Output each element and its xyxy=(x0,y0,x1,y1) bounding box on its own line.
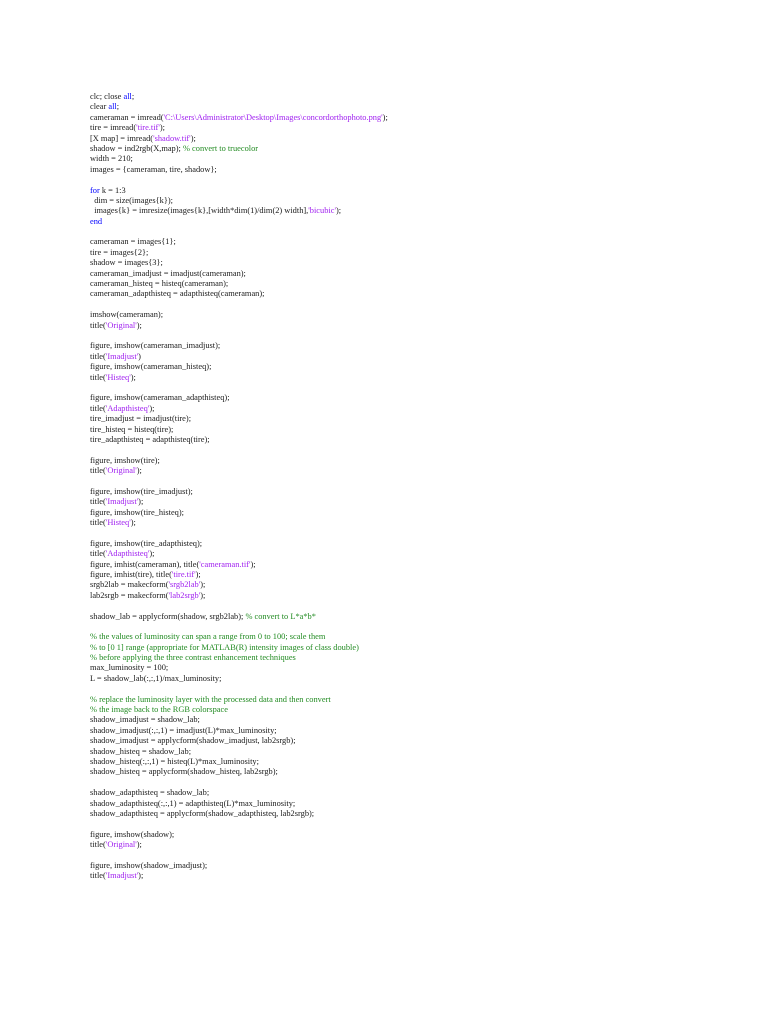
code-text: ); xyxy=(159,123,165,133)
code-text: ); xyxy=(130,518,136,528)
code-text: title( xyxy=(90,497,106,507)
code-comment: % to [0 1] range (appropriate for MATLAB(R) intensity images of class double) xyxy=(90,642,359,652)
code-line xyxy=(90,134,730,144)
code-string: 'cameraman.tif' xyxy=(199,559,251,569)
code-line xyxy=(90,715,730,725)
code-text: ) xyxy=(138,351,141,361)
code-line xyxy=(90,518,730,528)
code-line xyxy=(90,466,730,476)
code-line xyxy=(90,601,730,611)
code-text: tire = images{2}; xyxy=(90,247,149,257)
code-text: figure, imshow(tire); xyxy=(90,455,160,465)
code-line xyxy=(90,435,730,445)
code-line xyxy=(90,653,730,663)
code-string: 'Original' xyxy=(105,840,137,850)
code-line xyxy=(90,445,730,455)
code-text: figure, imhist(cameraman), title( xyxy=(90,559,200,569)
code-comment: % convert to truecolor xyxy=(182,143,259,153)
code-text: ); xyxy=(200,580,206,590)
code-line xyxy=(90,154,730,164)
code-line xyxy=(90,684,730,694)
code-string: 'Original' xyxy=(105,466,137,476)
code-line xyxy=(90,476,730,486)
code-string: 'Imadjust' xyxy=(105,351,139,361)
code-text: figure, imhist(tire), title( xyxy=(90,569,172,579)
code-line xyxy=(90,352,730,362)
code-comment: % replace the luminosity layer with the processed data and then convert xyxy=(90,694,331,704)
code-string: 'Histeq' xyxy=(105,518,131,528)
code-text: ); xyxy=(136,320,142,330)
code-line xyxy=(90,206,730,216)
code-text: shadow_histeq = applycform(shadow_histeq, lab2srgb); xyxy=(90,767,278,777)
code-line xyxy=(90,300,730,310)
code-text: width = 210; xyxy=(90,154,133,164)
code-text: cameraman = imread( xyxy=(90,112,164,122)
code-text: shadow_imadjust = shadow_lab; xyxy=(90,715,200,725)
code-text: shadow_imadjust = applycform(shadow_imadjust, lab2srgb); xyxy=(90,736,296,746)
code-line xyxy=(90,580,730,590)
code-keyword: all xyxy=(123,92,132,101)
code-text: title( xyxy=(90,403,106,413)
code-text: srgb2lab = makecform( xyxy=(90,580,169,590)
code-line xyxy=(90,383,730,393)
code-string: 'C:\Users\Administrator\Desktop\Images\concordorthophoto.png' xyxy=(163,112,383,122)
code-line xyxy=(90,851,730,861)
code-string: 'Original' xyxy=(105,320,137,330)
code-text: shadow = ind2rgb(X,map); xyxy=(90,143,183,153)
code-keyword: all xyxy=(108,102,117,112)
code-text: shadow_adapthisteq(:,:,1) = adapthisteq(L)*max_luminosity; xyxy=(90,798,296,808)
code-line xyxy=(90,830,730,840)
code-text: ; xyxy=(116,102,120,112)
code-line xyxy=(90,643,730,653)
code-text: figure, imshow(shadow); xyxy=(90,829,175,839)
code-line xyxy=(90,227,730,237)
code-line xyxy=(90,269,730,279)
matlab-code-listing xyxy=(90,92,730,882)
code-text: cameraman = images{1}; xyxy=(90,237,176,247)
code-line xyxy=(90,279,730,289)
code-text: [X map] = imread( xyxy=(90,133,154,143)
code-text: title( xyxy=(90,466,106,476)
code-line xyxy=(90,341,730,351)
code-text: ); xyxy=(149,403,155,413)
code-text: k = 1:3 xyxy=(99,185,126,195)
code-line xyxy=(90,321,730,331)
code-string: 'lab2srgb' xyxy=(168,590,201,600)
code-text: title( xyxy=(90,840,106,850)
code-text: figure, imshow(shadow_imadjust); xyxy=(90,860,208,870)
code-text: ); xyxy=(190,133,196,143)
code-line xyxy=(90,113,730,123)
code-line xyxy=(90,310,730,320)
code-text: figure, imshow(cameraman_imadjust); xyxy=(90,341,221,351)
code-string: 'bicubic' xyxy=(308,206,336,216)
code-line xyxy=(90,102,730,112)
code-text: clear xyxy=(90,102,109,112)
code-text: title( xyxy=(90,372,106,382)
code-line xyxy=(90,123,730,133)
code-line xyxy=(90,861,730,871)
code-text: ); xyxy=(149,549,155,559)
code-string: 'tire.tif' xyxy=(136,123,160,133)
code-comment: % before applying the three contrast enhancement techniques xyxy=(90,653,296,663)
code-text: shadow_histeq = shadow_lab; xyxy=(90,746,192,756)
code-text: ; xyxy=(131,92,135,101)
code-text: tire_histeq = histeq(tire); xyxy=(90,424,174,434)
code-line xyxy=(90,674,730,684)
code-text: shadow_adapthisteq = shadow_lab; xyxy=(90,788,210,798)
code-text: dim = size(images{k}); xyxy=(90,195,174,205)
code-text: shadow = images{3}; xyxy=(90,258,163,268)
code-line xyxy=(90,705,730,715)
code-line xyxy=(90,456,730,466)
code-text: figure, imshow(cameraman_adapthisteq); xyxy=(90,393,230,403)
code-text: shadow_lab = applycform(shadow, srgb2lab); xyxy=(90,611,246,621)
code-string: 'Imadjust' xyxy=(105,871,139,881)
code-line xyxy=(90,92,730,102)
code-text: figure, imshow(cameraman_histeq); xyxy=(90,362,212,372)
code-line xyxy=(90,560,730,570)
code-comment: % convert to L*a*b* xyxy=(245,611,316,621)
code-line xyxy=(90,414,730,424)
code-line xyxy=(90,570,730,580)
code-text: title( xyxy=(90,320,106,330)
code-comment: % the values of luminosity can span a range from 0 to 100; scale them xyxy=(90,632,326,642)
code-line xyxy=(90,373,730,383)
code-text: cameraman_adapthisteq = adapthisteq(cameraman); xyxy=(90,289,265,299)
code-text: lab2srgb = makecform( xyxy=(90,590,169,600)
code-line xyxy=(90,165,730,175)
code-line xyxy=(90,331,730,341)
code-text: title( xyxy=(90,871,106,881)
code-line xyxy=(90,799,730,809)
code-text: title( xyxy=(90,351,106,361)
code-text: shadow_adapthisteq = applycform(shadow_adapthisteq, lab2srgb); xyxy=(90,808,315,818)
code-line xyxy=(90,362,730,372)
code-text: ); xyxy=(335,206,342,216)
code-line xyxy=(90,487,730,497)
code-text: ); xyxy=(138,871,144,881)
code-text: clc; close xyxy=(90,92,124,101)
code-string: 'tire.tif' xyxy=(171,569,196,579)
code-text: ); xyxy=(130,372,136,382)
code-line xyxy=(90,549,730,559)
code-line xyxy=(90,425,730,435)
code-line xyxy=(90,632,730,642)
code-text: ); xyxy=(136,840,142,850)
code-line xyxy=(90,622,730,632)
code-text: ); xyxy=(138,497,144,507)
code-line xyxy=(90,612,730,622)
code-line xyxy=(90,539,730,549)
code-text: shadow_imadjust(:,:,1) = imadjust(L)*max_luminosity; xyxy=(90,725,277,735)
code-line xyxy=(90,237,730,247)
code-text: imshow(cameraman); xyxy=(90,310,164,320)
code-line xyxy=(90,871,730,881)
code-text: tire = imread( xyxy=(90,123,137,133)
code-text: tire_imadjust = imadjust(tire); xyxy=(90,414,192,424)
code-string: 'Histeq' xyxy=(105,372,131,382)
code-text: ); xyxy=(136,466,142,476)
code-line xyxy=(90,186,730,196)
code-line xyxy=(90,663,730,673)
code-line xyxy=(90,175,730,185)
code-line xyxy=(90,248,730,258)
code-text: figure, imshow(tire_adapthisteq); xyxy=(90,538,203,548)
code-line xyxy=(90,591,730,601)
code-line xyxy=(90,736,730,746)
code-line xyxy=(90,695,730,705)
code-line xyxy=(90,819,730,829)
code-line xyxy=(90,528,730,538)
code-text: max_luminosity = 100; xyxy=(90,663,169,673)
code-text: images = {cameraman, tire, shadow}; xyxy=(90,164,217,174)
code-string: 'shadow.tif' xyxy=(153,133,191,143)
code-text: ); xyxy=(250,559,256,569)
code-string: 'srgb2lab' xyxy=(168,580,201,590)
code-line xyxy=(90,809,730,819)
code-line xyxy=(90,767,730,777)
code-text: ); xyxy=(382,112,388,122)
code-text: tire_adapthisteq = adapthisteq(tire); xyxy=(90,434,210,444)
code-line xyxy=(90,726,730,736)
code-text: title( xyxy=(90,549,106,559)
code-text: cameraman_imadjust = imadjust(cameraman); xyxy=(90,268,246,278)
code-text: shadow_histeq(:,:,1) = histeq(L)*max_luminosity; xyxy=(90,757,259,766)
code-line xyxy=(90,508,730,518)
code-text: ); xyxy=(200,590,206,600)
code-text: images{k} = imresize(images{k},[width*dim(1)/dim(2) width], xyxy=(90,206,309,216)
code-line xyxy=(90,144,730,154)
code-comment: % the image back to the RGB colorspace xyxy=(90,705,228,715)
code-text: figure, imshow(tire_histeq); xyxy=(90,507,184,517)
code-keyword: for xyxy=(90,185,100,195)
code-line xyxy=(90,289,730,299)
code-text: title( xyxy=(90,518,106,528)
code-line xyxy=(90,217,730,227)
code-string: 'Adapthisteq' xyxy=(105,403,150,413)
code-keyword: end xyxy=(90,216,103,226)
code-line xyxy=(90,393,730,403)
code-line xyxy=(90,788,730,798)
code-string: 'Adapthisteq' xyxy=(105,549,150,559)
code-text: cameraman_histeq = histeq(cameraman); xyxy=(90,279,229,289)
code-line xyxy=(90,404,730,414)
code-line xyxy=(90,757,730,767)
code-line xyxy=(90,258,730,268)
code-line xyxy=(90,747,730,757)
code-line xyxy=(90,196,730,206)
code-line xyxy=(90,840,730,850)
code-line xyxy=(90,497,730,507)
code-text: L = shadow_lab(:,:,1)/max_luminosity; xyxy=(90,673,222,683)
code-line xyxy=(90,778,730,788)
code-text: ); xyxy=(195,569,201,579)
code-text: figure, imshow(tire_imadjust); xyxy=(90,486,193,496)
code-string: 'Imadjust' xyxy=(105,497,139,507)
